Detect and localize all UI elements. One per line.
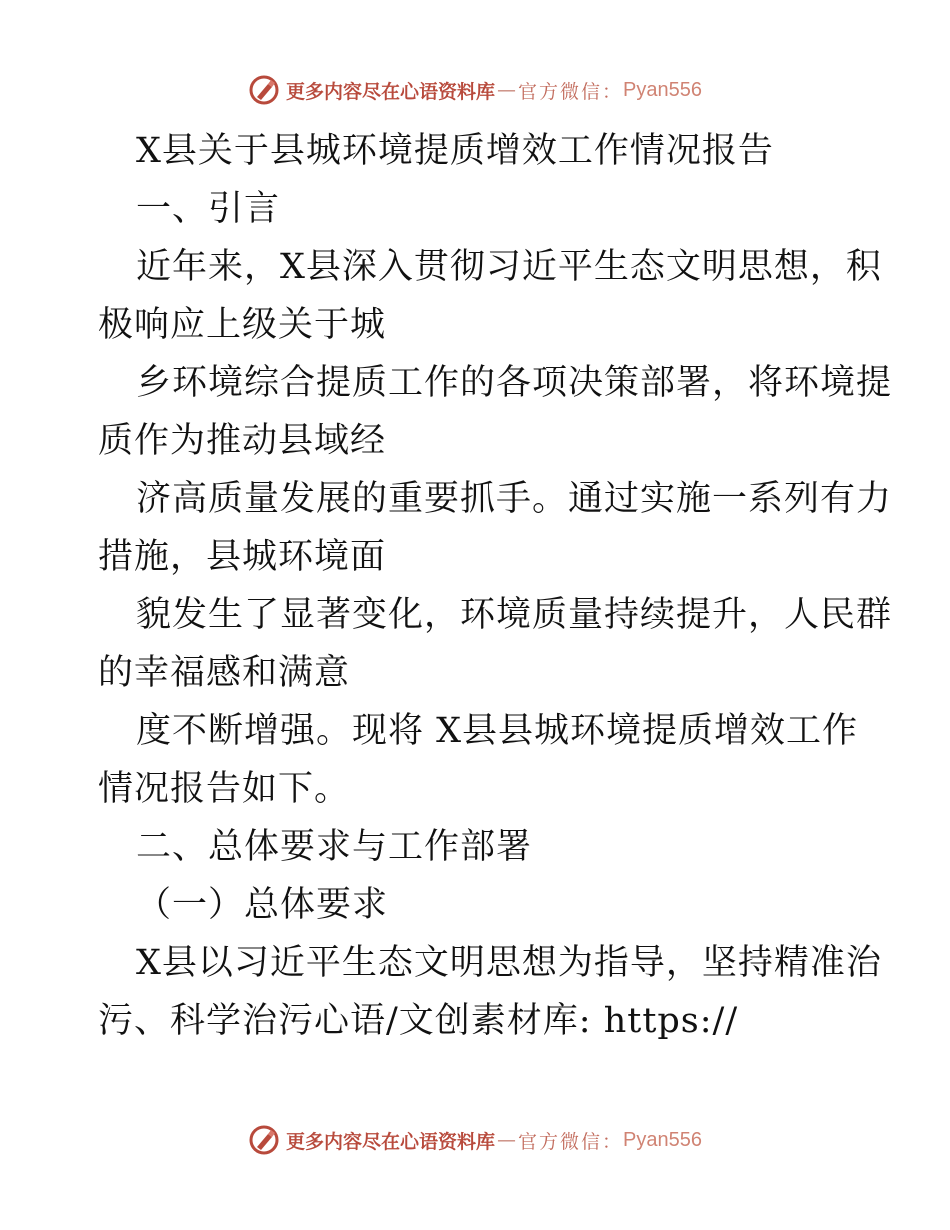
watermark-brand: 更多内容尽在心语资料库 — [286, 80, 496, 103]
document-body — [98, 122, 893, 1050]
watermark-footer — [0, 1120, 950, 1160]
pen-nib-logo-icon — [248, 74, 280, 106]
paragraph-line: 度不断增强。现将 X县县城环境提质增效工作 — [136, 711, 859, 751]
watermark-header — [0, 70, 950, 110]
watermark-brand: 更多内容尽在心语资料库 — [286, 1130, 496, 1153]
section-heading: 二、总体要求与工作部署 — [136, 827, 533, 867]
watermark-separator: — — [497, 1129, 517, 1151]
watermark-separator: — — [497, 79, 517, 101]
paragraph-line: X县以习近平生态文明思想为指导，坚持精准治 — [136, 943, 882, 983]
subsection-heading: （一）总体要求 — [136, 885, 389, 925]
watermark-wechat-id: Pyan556 — [623, 1128, 702, 1151]
paragraph-line: 济高质量发展的重要抓手。通过实施一系列有力 — [136, 479, 893, 519]
watermark-wechat-label: 官方微信： — [518, 80, 624, 103]
watermark-wechat-label: 官方微信： — [518, 1130, 624, 1153]
paragraph-line: 的幸福感和满意 — [98, 653, 351, 693]
paragraph-line: 乡环境综合提质工作的各项决策部署，将环境提 — [136, 363, 893, 403]
paragraph-line: 近年来，X县深入贯彻习近平生态文明思想，积 — [136, 247, 882, 287]
paragraph-line: 貌发生了显著变化，环境质量持续提升，人民群 — [136, 595, 893, 635]
paragraph-line: 措施，县城环境面 — [98, 537, 387, 577]
paragraph-line: 情况报告如下。 — [98, 769, 351, 809]
document-title: X县关于县城环境提质增效工作情况报告 — [136, 131, 774, 171]
watermark-wechat-id: Pyan556 — [623, 78, 702, 101]
pen-nib-logo-icon — [248, 1124, 280, 1156]
paragraph-line: 极响应上级关于城 — [98, 305, 387, 345]
paragraph-line: 质作为推动县域经 — [98, 421, 387, 461]
paragraph-line: 污、科学治污心语/文创素材库: https:// — [98, 1001, 739, 1041]
section-heading: 一、引言 — [136, 189, 281, 229]
